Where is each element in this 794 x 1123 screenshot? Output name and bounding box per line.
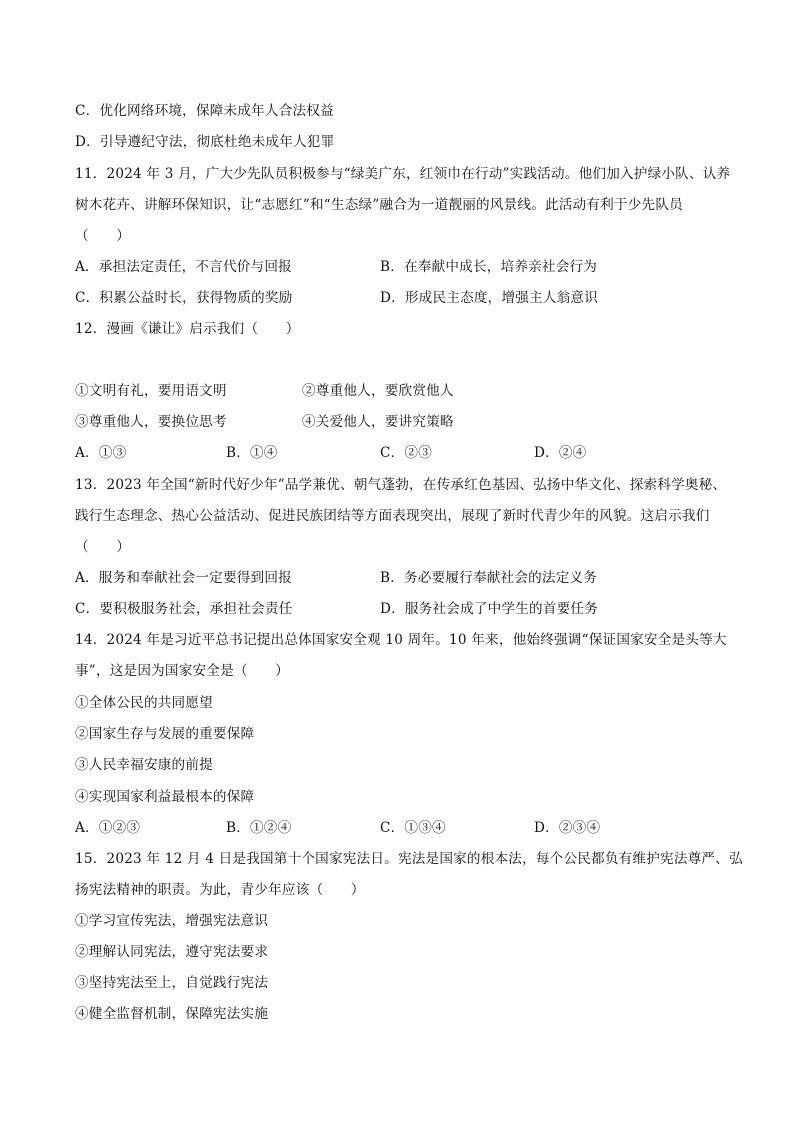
q14-statement-4: ④实现国家利益最根本的保障 bbox=[75, 789, 255, 805]
q11-option-c: C．积累公益时长，获得物质的奖励 bbox=[75, 290, 293, 306]
q15-stem-line1: 15．2023 年 12 月 4 日是我国第十个国家宪法日。宪法是国家的根本法，每个公民都负有维护宪法尊严、弘 bbox=[75, 851, 743, 867]
q11-option-a: A．承担法定责任，不言代价与回报 bbox=[75, 259, 292, 275]
q11-answer-bracket: （ ） bbox=[75, 228, 131, 244]
q12-stem: 12．漫画《谦让》启示我们（ ） bbox=[75, 321, 300, 337]
q13-option-d: D．服务社会成了中学生的首要任务 bbox=[380, 601, 599, 617]
q13-option-c: C．要积极服务社会，承担社会责任 bbox=[75, 601, 293, 617]
q13-option-a: A．服务和奉献社会一定要得到回报 bbox=[75, 570, 292, 586]
q12-option-d: D．②④ bbox=[534, 445, 587, 461]
q15-statement-4: ④健全监督机制，保障宪法实施 bbox=[75, 1006, 269, 1022]
q14-option-a: A．①②③ bbox=[75, 820, 141, 836]
q14-statement-3: ③人民幸福安康的前提 bbox=[75, 757, 213, 773]
q13-stem-line1: 13．2023 年全国“新时代好少年”品学兼优、朝气蓬勃，在传承红色基因、弘扬中华文化、探索科学奥秘、 bbox=[75, 477, 727, 493]
q13-answer-bracket: （ ） bbox=[75, 539, 131, 555]
q11-option-b: B．在奉献中成长，培养亲社会行为 bbox=[380, 259, 598, 275]
q15-statement-2: ②理解认同宪法，遵守宪法要求 bbox=[75, 944, 269, 960]
q12-statement-2: ②尊重他人，要欣赏他人 bbox=[302, 383, 454, 399]
q14-option-b: B．①②④ bbox=[226, 820, 292, 836]
q11-stem-line2: 树木花卉、讲解环保知识，让“志愿红”和“生态绿”融合为一道靓丽的风景线。此活动有利于少先队员 bbox=[75, 197, 683, 213]
q11-option-d: D．形成民主态度，增强主人翁意识 bbox=[380, 290, 599, 306]
q12-statement-1: ①文明有礼，要用语文明 bbox=[75, 383, 227, 399]
q12-statement-3: ③尊重他人，要换位思考 bbox=[75, 414, 227, 430]
q14-stem-line1: 14．2024 年是习近平总书记提出总体国家安全观 10 周年。10 年来，他始终强调“保证国家安全是头等大 bbox=[75, 632, 727, 648]
q13-stem-line2: 践行生态理念、热心公益活动、促进民族团结等方面表现突出，展现了新时代青少年的风貌。这启示我们 bbox=[75, 508, 710, 524]
q10-option-d: D．引导遵纪守法，彻底杜绝未成年人犯罪 bbox=[75, 134, 335, 150]
q15-stem-line2: 扬宪法精神的职责。为此，青少年应该（ ） bbox=[75, 882, 365, 898]
q14-stem-line2: 事”，这是因为国家安全是（ ） bbox=[75, 663, 290, 679]
q15-statement-3: ③坚持宪法至上，自觉践行宪法 bbox=[75, 975, 269, 991]
q12-statement-4: ④关爱他人，要讲究策略 bbox=[302, 414, 454, 430]
q12-option-c: C．②③ bbox=[380, 445, 432, 461]
q14-option-d: D．②③④ bbox=[534, 820, 601, 836]
q14-statement-2: ②国家生存与发展的重要保障 bbox=[75, 726, 255, 742]
q10-option-c: C．优化网络环境，保障未成年人合法权益 bbox=[75, 103, 334, 119]
q15-statement-1: ①学习宣传宪法，增强宪法意识 bbox=[75, 913, 269, 929]
q14-statement-1: ①全体公民的共同愿望 bbox=[75, 695, 213, 711]
q12-option-b: B．①④ bbox=[226, 445, 278, 461]
q12-option-a: A．①③ bbox=[75, 445, 127, 461]
q13-option-b: B．务必要履行奉献社会的法定义务 bbox=[380, 570, 598, 586]
q11-stem-line1: 11．2024 年 3 月，广大少先队员积极参与“绿美广东，红领巾在行动”实践活动。他们加入护绿小队、认养 bbox=[75, 166, 731, 182]
q14-option-c: C．①③④ bbox=[380, 820, 446, 836]
